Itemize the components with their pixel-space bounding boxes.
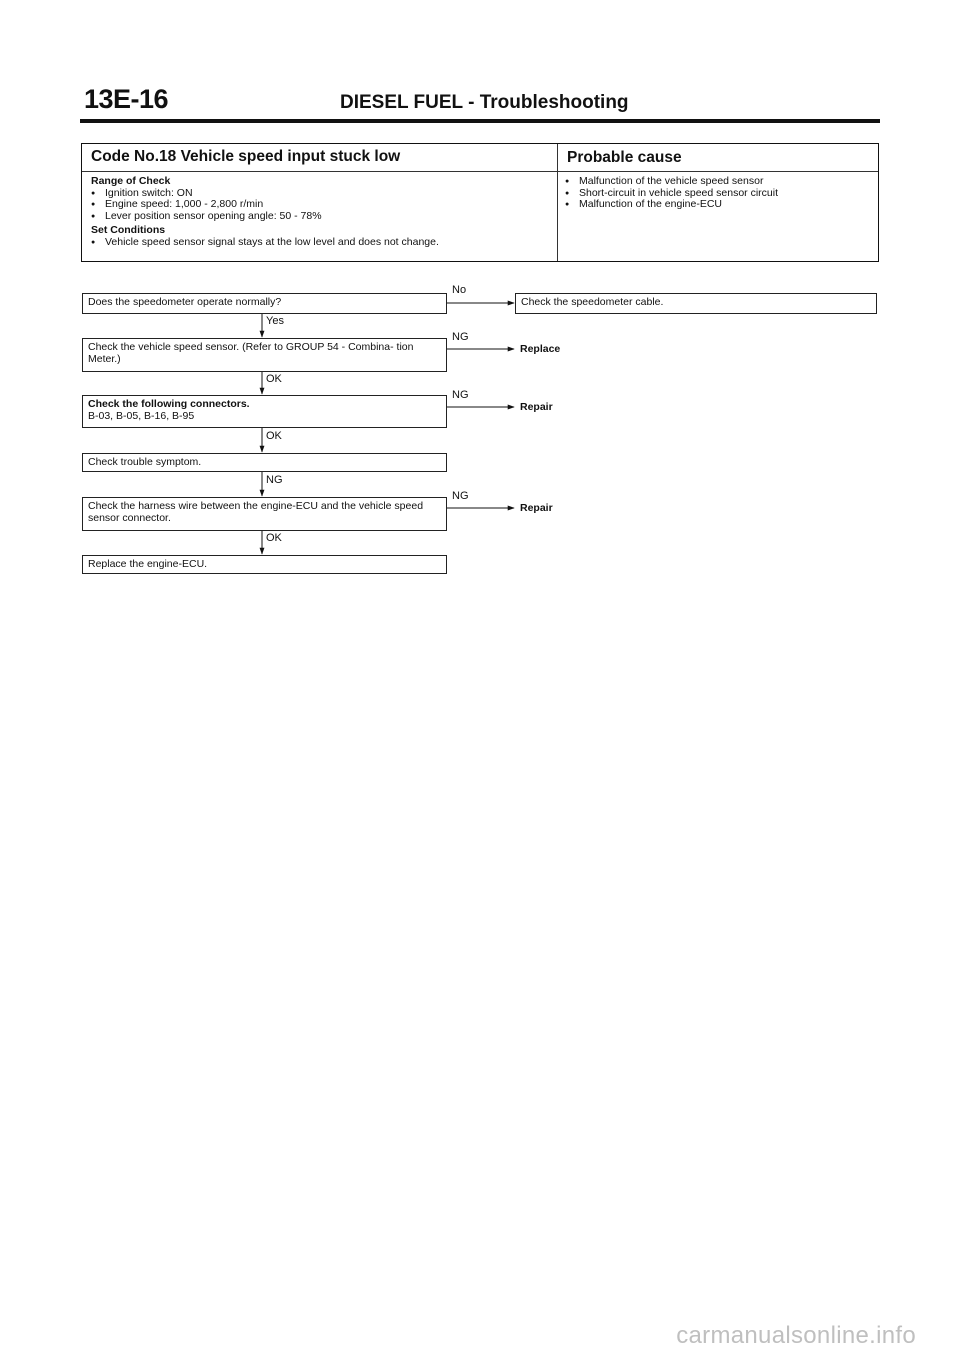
label-ng: NG — [452, 331, 469, 343]
label-no: No — [452, 284, 467, 296]
flow-step-speedometer-check: Does the speedometer operate normally? — [82, 293, 447, 314]
label-ok: OK — [266, 430, 282, 442]
range-item: ● Lever position sensor opening angle: 50 - 78% — [91, 211, 439, 223]
flow-result-replace: Replace — [520, 343, 561, 355]
label-ng: NG — [266, 474, 283, 486]
flow-result-speedometer-cable: Check the speedometer cable. — [515, 293, 877, 314]
label-ng: NG — [452, 389, 469, 401]
cause-item: ● Malfunction of the engine-ECU — [565, 199, 778, 211]
connector-check-title: Check the following connectors. — [88, 398, 250, 410]
flow-step-speed-sensor-check: Check the vehicle speed sensor. (Refer to GROUP 54 - Combina- tion Meter.) — [82, 338, 447, 372]
watermark: carmanualsonline.info — [676, 1322, 916, 1349]
page-number: 13E-16 — [84, 84, 169, 114]
label-yes: Yes — [266, 315, 284, 327]
cause-item: ● Malfunction of the vehicle speed sensor — [565, 176, 778, 188]
probable-cause-heading: Probable cause — [567, 149, 682, 166]
flow-step-trouble-symptom: Check trouble symptom. — [82, 453, 447, 472]
cause-item: ● Short-circuit in vehicle speed sensor circuit — [565, 188, 778, 200]
range-of-check-title: Range of Check — [91, 175, 171, 187]
flow-step-replace-ecu: Replace the engine-ECU. — [82, 555, 447, 574]
label-ok: OK — [266, 373, 282, 385]
range-item: ● Engine speed: 1,000 - 2,800 r/min — [91, 199, 439, 211]
code-heading: Code No.18 Vehicle speed input stuck low — [91, 148, 401, 165]
range-item: ● Ignition switch: ON — [91, 188, 439, 200]
set-condition-item: ● Vehicle speed sensor signal stays at the low level and does not change. — [91, 237, 439, 249]
connector-list: B-03, B-05, B-16, B-95 — [88, 410, 195, 422]
label-ok: OK — [266, 532, 282, 544]
set-conditions-title: Set Conditions — [91, 224, 166, 236]
flow-step-harness-check: Check the harness wire between the engine-ECU and the vehicle speed sensor connector. — [82, 497, 447, 531]
page-title: DIESEL FUEL - Troubleshooting — [340, 92, 629, 113]
label-ng: NG — [452, 490, 469, 502]
flow-step-connectors-check — [82, 395, 447, 428]
flow-result-repair: Repair — [520, 401, 553, 413]
flow-result-repair: Repair — [520, 502, 553, 514]
